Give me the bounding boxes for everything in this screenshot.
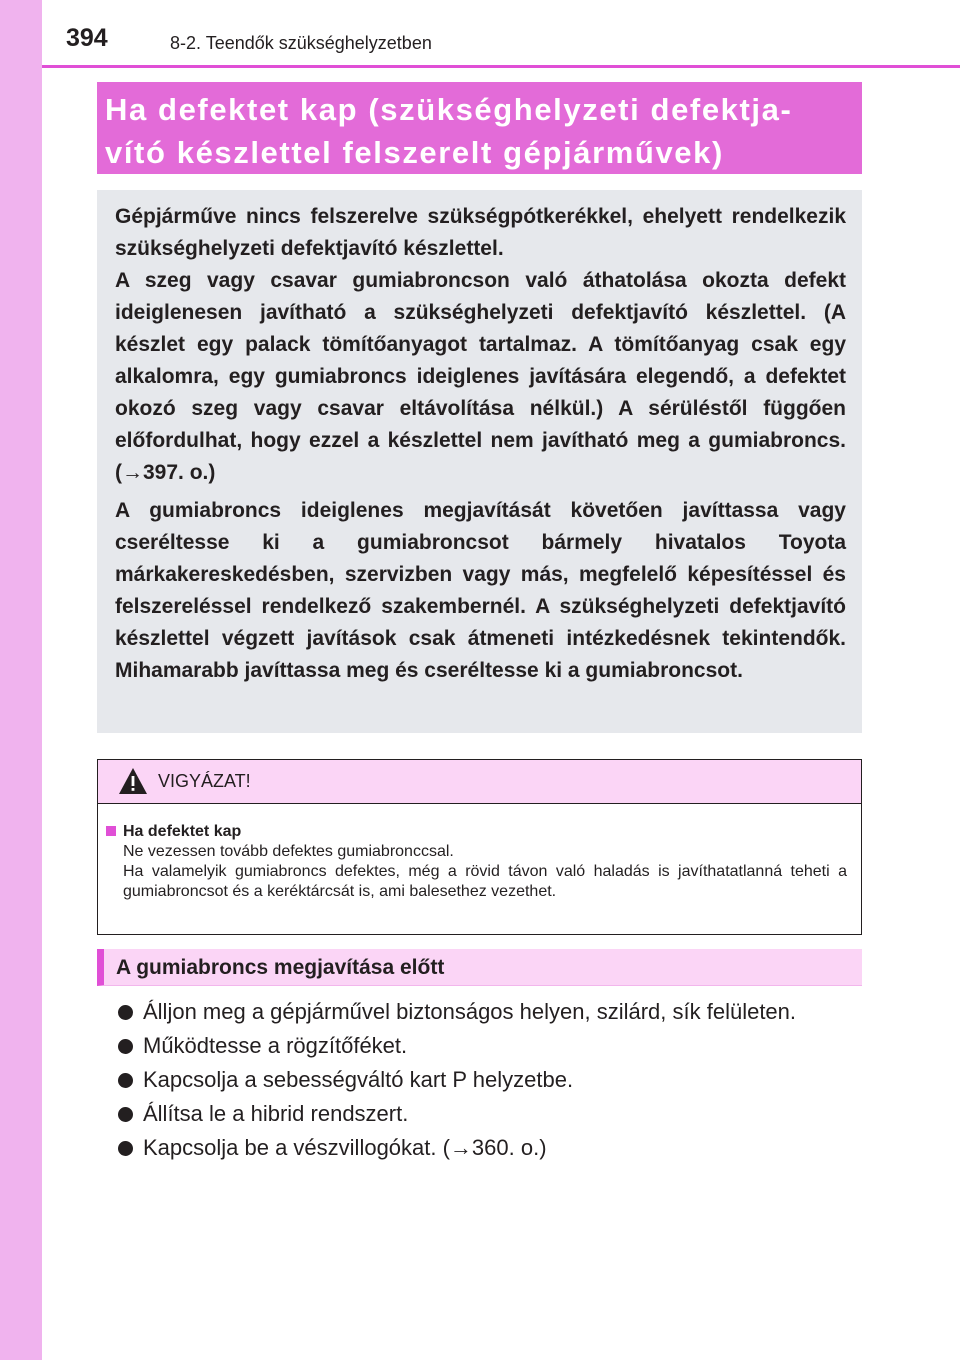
list-item	[118, 1097, 863, 1131]
side-color-bar	[0, 0, 42, 1360]
intro-paragraph-2: A szeg vagy csavar gumiabroncson való áthatolása okozta defekt ideiglenesen javítható a szükséghelyzeti defektjavító készlettel. (A készlet egy palack tömítőanyagot tartalmaz. A tömítőanyag csak egy alkalomra, egy gumiabroncs ideiglenes javítására elegendő, a defektet okozó szeg vagy csavar eltávolítása nélkül.) A sérüléstől függően előfordulhat, hogy ezzel a készlettel nem javítható meg a gumiabroncs. (→397. o.)	[115, 269, 846, 484]
subsection-title: A gumiabroncs megjavítása előtt	[116, 956, 445, 979]
main-heading-box	[97, 82, 862, 174]
intro-box	[97, 190, 862, 733]
bullet-dot-icon	[118, 1039, 133, 1054]
warning-text-1: Ne vezessen tovább defektes gumiabronccsal.	[123, 843, 454, 860]
intro-paragraph-1: Gépjárműve nincs felszerelve szükségpótkerékkel, ehelyett rendelkezik szükséghelyzeti defektjavító készlettel.	[115, 205, 846, 260]
page-number: 394	[66, 24, 108, 52]
header-divider	[42, 65, 960, 68]
list-item-text: Kapcsolja a sebességváltó kart P helyzetbe.	[143, 1067, 574, 1092]
intro-paragraph-3: A gumiabroncs ideiglenes megjavítását követően javíttassa vagy cseréltesse ki a gumiabroncsot bármely hivatalos Toyota márkakereskedésben, szervizben vagy más, megfelelő képesítéssel és felszereléssel rendelkező szakembernél. A szükséghelyzeti defektjavító készlettel végzett javítások csak átmeneti intézkedésnek tekintendők. Mihamarabb javíttassa meg és cseréltesse ki a gumiabroncsot.	[115, 499, 846, 682]
bullet-dot-icon	[118, 1073, 133, 1088]
warning-label: VIGYÁZAT!	[158, 771, 251, 791]
list-item	[118, 1131, 863, 1165]
list-item-text: Álljon meg a gépjárművel biztonságos helyen, szilárd, sík felületen.	[143, 999, 797, 1024]
square-bullet-icon	[106, 826, 116, 836]
warning-item	[106, 822, 847, 842]
list-item	[118, 1029, 863, 1063]
warning-subtitle: Ha defektet kap	[123, 823, 242, 840]
warning-body	[98, 804, 861, 902]
section-title: 8-2. Teendők szükséghelyzetben	[170, 33, 432, 53]
bullet-dot-icon	[118, 1005, 133, 1020]
subsection-heading	[97, 949, 862, 986]
steps-list	[118, 995, 863, 1165]
list-item-text: Állítsa le a hibrid rendszert.	[143, 1101, 409, 1126]
warning-header	[98, 760, 861, 804]
main-heading-line-2: vító készlettel felszerelt gépjárművek)	[105, 135, 724, 170]
warning-box	[97, 759, 862, 935]
list-item-text: Kapcsolja be a vészvillogókat. (→360. o.)	[143, 1135, 547, 1160]
list-item	[118, 995, 863, 1029]
warning-triangle-icon	[118, 767, 148, 795]
main-heading-line-1: Ha defektet kap (szükséghelyzeti defektja-	[105, 92, 793, 127]
warning-text-2: Ha valamelyik gumiabroncs defektes, még a rövid távon való haladás is javíthatatlanná teheti a gumiabroncsot és a keréktárcsát is, ami balesethez vezethet.	[123, 863, 847, 900]
list-item-text: Működtesse a rögzítőféket.	[143, 1033, 408, 1058]
list-item	[118, 1063, 863, 1097]
bullet-dot-icon	[118, 1141, 133, 1156]
bullet-dot-icon	[118, 1107, 133, 1122]
